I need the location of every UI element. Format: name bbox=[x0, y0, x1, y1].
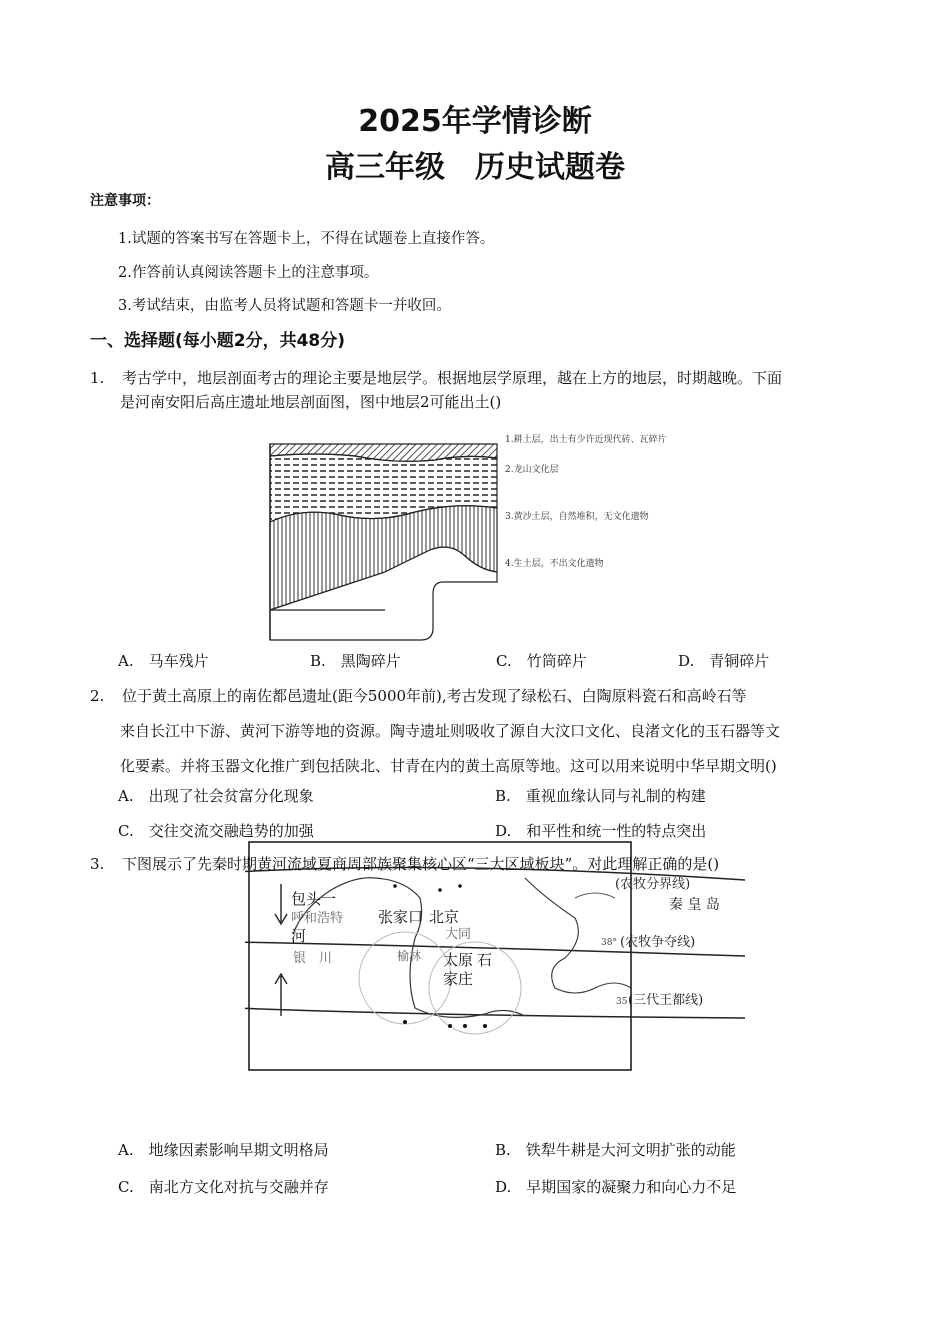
map-label: 35 bbox=[616, 997, 628, 1007]
question-text: 考古学中，地层剖面考古的理论主要是地层学。根据地层学原理，越在上方的地层，时期越晚。下面 bbox=[122, 369, 783, 387]
question-text: 来自长江中下游、黄河下游等地的资源。陶寺遗址则吸收了源自大汶口文化、良渚文化的玉石器等文 bbox=[120, 722, 781, 740]
map-label: 家庄 bbox=[443, 970, 474, 988]
option-c[interactable]: C. 竹筒碎片 bbox=[496, 652, 587, 670]
map-label: 石 bbox=[477, 951, 493, 969]
question-1 bbox=[90, 366, 865, 414]
map-label: 河 bbox=[291, 927, 307, 945]
option-d[interactable]: D. 早期国家的凝聚力和向心力不足 bbox=[495, 1178, 737, 1196]
map-label: (农牧争夺线) bbox=[620, 935, 696, 950]
option-b[interactable]: B. 黑陶碎片 bbox=[310, 652, 401, 670]
question-3 bbox=[90, 852, 865, 876]
question-text: 是河南安阳后高庄遗址地层剖面图，图中地层2可能出土() bbox=[120, 393, 502, 411]
option-d[interactable]: D. 青铜碎片 bbox=[678, 652, 770, 670]
map-label: 榆林 bbox=[397, 949, 422, 963]
map-label: 38° bbox=[601, 938, 617, 948]
map-label: 包头一 bbox=[291, 890, 337, 908]
notice-item: 2.作答前认真阅读答题卡上的注意事项。 bbox=[118, 265, 379, 281]
option-a[interactable]: A. 地缘因素影响早期文明格局 bbox=[118, 1141, 329, 1159]
map-label: 大同 bbox=[445, 927, 472, 942]
question-2 bbox=[90, 679, 865, 784]
notice-item: 3.考试结束，由监考人员将试题和答题卡一并收回。 bbox=[118, 298, 451, 314]
map-label: 银 川 bbox=[293, 951, 333, 966]
option-c[interactable]: C. 南北方文化对抗与交融并存 bbox=[118, 1178, 329, 1196]
option-a[interactable]: A. 出现了社会贫富分化现象 bbox=[118, 787, 314, 805]
map-label: 太原 bbox=[443, 951, 474, 969]
question-number: 2. bbox=[90, 687, 105, 705]
stratigraphy-figure bbox=[265, 432, 705, 647]
layer-label: 4.生土层，不出文化遗物 bbox=[505, 559, 604, 569]
question-text: 化要素。并将玉器文化推广到包括陕北、甘青在内的黄土高原等地。这可以用来说明中华早期文明() bbox=[120, 757, 777, 775]
notice-heading: 注意事项： bbox=[90, 193, 160, 209]
map-label: 秦 皇 岛 bbox=[669, 897, 720, 913]
layer-label: 2.龙山文化层 bbox=[505, 465, 559, 475]
map-label: 张家口 bbox=[378, 908, 424, 926]
question-text: 下图展示了先秦时期黄河流域夏商周部族聚集核心区“三大区域板块”。对此理解正确的是() bbox=[122, 855, 720, 873]
notice-item: 1.试题的答案书写在答题卡上，不得在试题卷上直接作答。 bbox=[118, 231, 495, 247]
map-label: 呼和浩特 bbox=[291, 911, 344, 926]
map-label: (农牧分界线) bbox=[615, 877, 691, 892]
option-b[interactable]: B. 铁犁牛耕是大河文明扩张的动能 bbox=[495, 1141, 736, 1159]
exam-title: 2025年学情诊断 bbox=[358, 104, 592, 139]
option-a[interactable]: A. 马车残片 bbox=[118, 652, 209, 670]
option-d[interactable]: D. 和平性和统一性的特点突出 bbox=[495, 822, 707, 840]
exam-subtitle: 高三年级 历史试题卷 bbox=[325, 150, 625, 185]
question-number: 3. bbox=[90, 855, 105, 873]
layer-label: 3.黄沙土层，自然堆积，无文化遗物 bbox=[505, 512, 649, 522]
section-heading: 一、选择题(每小题2分，共48分) bbox=[90, 331, 346, 351]
question-number: 1. bbox=[90, 369, 105, 387]
option-b[interactable]: B. 重视血缘认同与礼制的构建 bbox=[495, 787, 706, 805]
layer-label: 1.耕土层，出土有少许近现代砖、瓦碎片 bbox=[505, 435, 667, 445]
option-c[interactable]: C. 交往交流交融趋势的加强 bbox=[118, 822, 314, 840]
map-label: (三代王都线) bbox=[628, 993, 704, 1008]
question-text: 位于黄土高原上的南佐都邑遗址(距今5000年前),考古发现了绿松石、白陶原料瓷石和高岭石等 bbox=[122, 687, 747, 705]
map-label: 北京 bbox=[429, 908, 460, 926]
